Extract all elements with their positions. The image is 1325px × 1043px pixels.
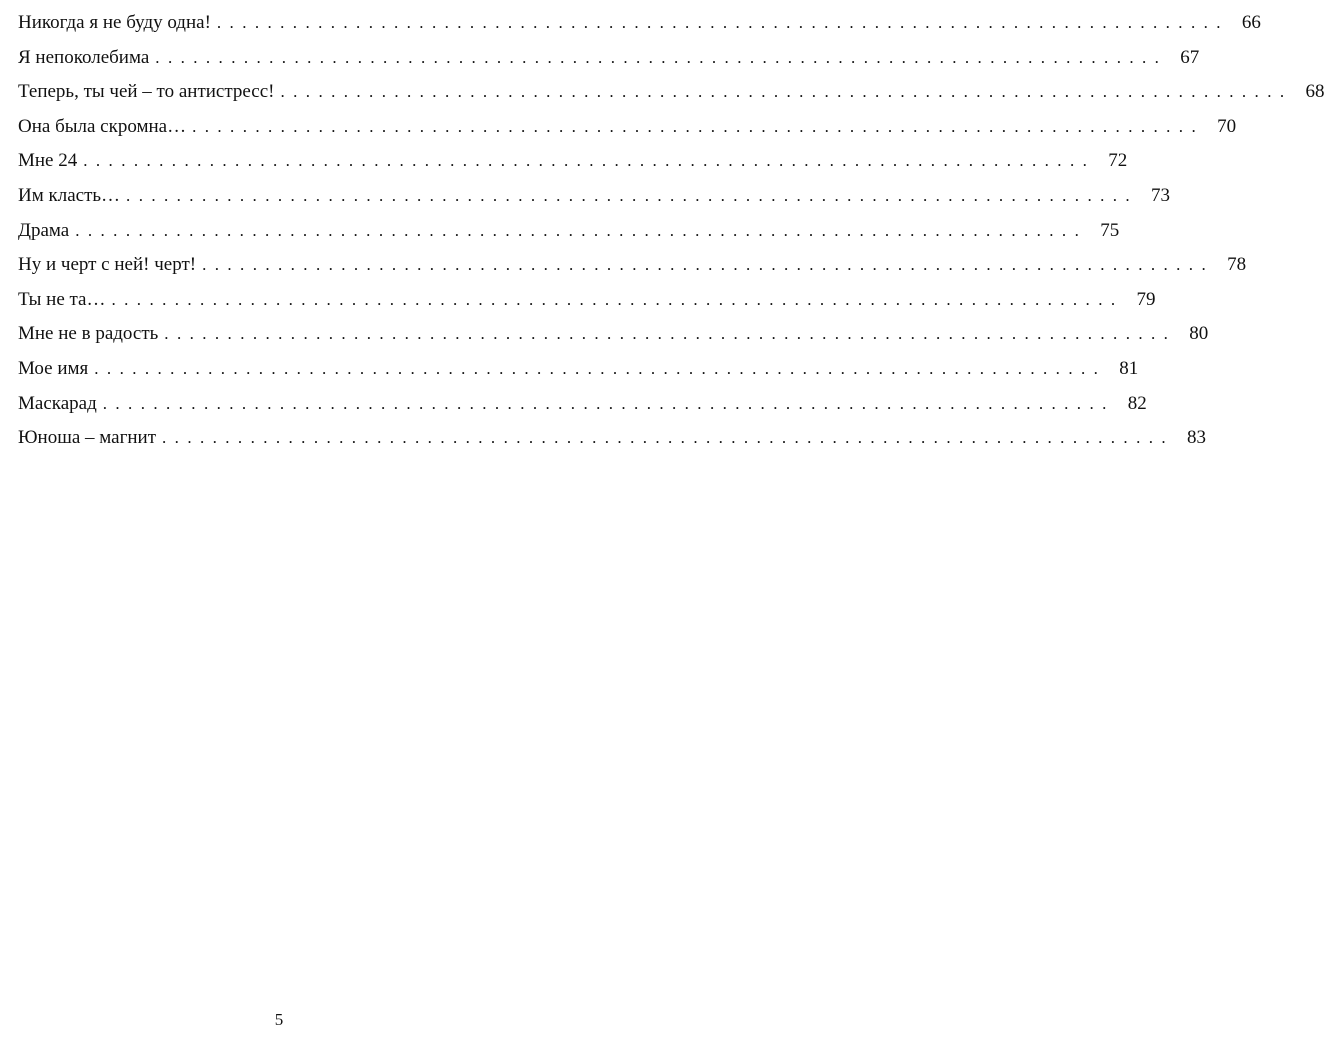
toc-entry-title: Драма <box>18 219 70 241</box>
toc-entry-title: Мое имя <box>18 357 89 379</box>
toc-entry-page: 75 <box>1100 219 1120 241</box>
toc-entry <box>18 75 1325 110</box>
toc-entry-page: 66 <box>1241 12 1261 33</box>
toc-entry <box>18 352 1139 387</box>
page-number: 5 <box>274 1010 284 1029</box>
toc-entry-title: Юноша – магнит <box>18 427 157 449</box>
toc-entry-page: 67 <box>1180 46 1200 68</box>
dot-leader: ................................................................................ <box>164 324 1177 344</box>
dot-leader: ................................................................................ <box>111 289 1124 309</box>
toc-entry-title: Я непоколебима <box>18 46 150 68</box>
toc-entry-title: Ну и черт с ней! черт! <box>18 254 197 276</box>
toc-entry-page: 80 <box>1189 323 1209 345</box>
toc-entry-title: Теперь, ты чей – то антистресс! <box>18 81 275 103</box>
toc-entry-page: 72 <box>1108 150 1128 172</box>
toc-entry <box>18 283 1156 318</box>
toc-entry-page: 82 <box>1127 392 1147 414</box>
dot-leader: ................................................................................ <box>75 220 1088 240</box>
toc-entry-title: Им класть… <box>18 184 121 206</box>
toc-entry <box>18 248 1247 283</box>
toc-entry-page: 81 <box>1119 357 1139 379</box>
toc-entry-title: Маскарад <box>18 392 97 414</box>
dot-leader: ................................................................................ <box>102 393 1115 413</box>
toc-entry-title: Никогда я не буду одна! <box>18 12 211 33</box>
toc-entry <box>18 317 1209 352</box>
dot-leader: ................................................................................ <box>162 428 1175 448</box>
toc-entry-title: Она была скромна… <box>18 115 187 137</box>
dot-leader: ................................................................................ <box>192 116 1205 136</box>
toc-entry <box>18 144 1128 179</box>
toc-entry-page: 73 <box>1151 184 1171 206</box>
toc-entry <box>18 110 1237 145</box>
toc-entry-title: Ты не та… <box>18 288 106 310</box>
table-of-contents <box>18 6 1325 456</box>
toc-entry <box>18 387 1147 422</box>
toc-entry <box>18 421 1207 456</box>
toc-entry-title: Мне 24 <box>18 150 78 172</box>
dot-leader: ................................................................................ <box>83 151 1096 171</box>
toc-entry-page: 79 <box>1136 288 1156 310</box>
dot-leader: ................................................................................ <box>126 185 1139 205</box>
toc-entry-page: 68 <box>1305 81 1325 103</box>
dot-leader: ................................................................................ <box>155 47 1168 67</box>
dot-leader: ................................................................................ <box>216 13 1229 32</box>
toc-entry-page: 78 <box>1227 254 1247 276</box>
dot-leader: ................................................................................ <box>202 255 1215 275</box>
toc-entry <box>18 179 1171 214</box>
toc-entry <box>18 214 1120 249</box>
toc-entry <box>18 6 1261 41</box>
toc-entry-page: 83 <box>1187 427 1207 449</box>
dot-leader: ................................................................................ <box>280 82 1293 102</box>
toc-entry <box>18 41 1200 76</box>
toc-entry-title: Мне не в радость <box>18 323 159 345</box>
toc-entry-page: 70 <box>1217 115 1237 137</box>
dot-leader: ................................................................................ <box>94 358 1107 378</box>
